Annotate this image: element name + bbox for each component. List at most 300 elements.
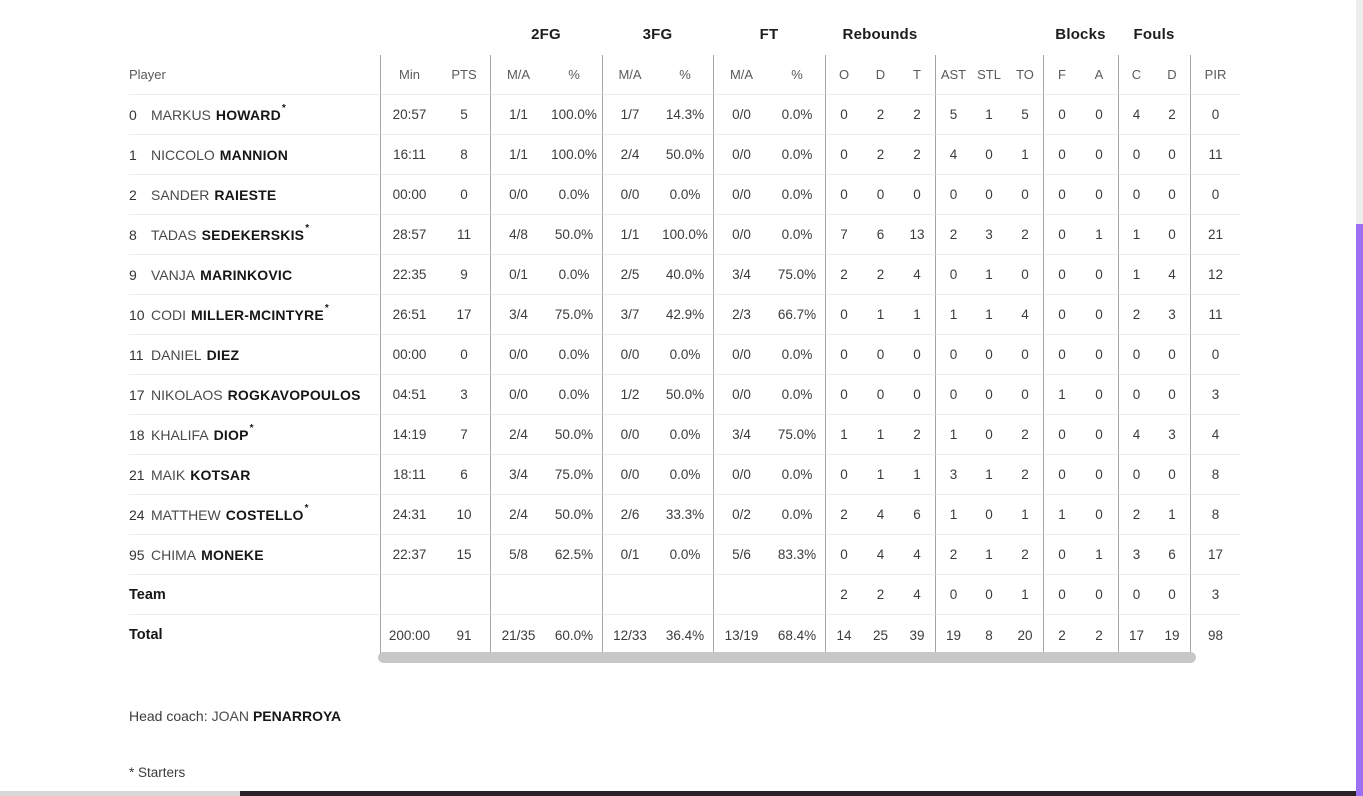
player-first-name: DANIEL <box>151 346 202 363</box>
player-first-name: CHIMA <box>151 546 197 563</box>
cell-blk-a: 0 <box>1080 375 1118 415</box>
cell-foul-d: 3 <box>1154 295 1190 335</box>
cell-foul-d: 4 <box>1154 255 1190 295</box>
cell-ft-ma: 0/0 <box>713 175 769 215</box>
cell-ft-pct: 68.4% <box>777 627 817 643</box>
cell-2fg-pct: 0.0% <box>546 175 602 215</box>
cell-reb-o: 0 <box>825 455 862 495</box>
cell-blk-f: 1 <box>1043 375 1080 415</box>
cell-3fg-pct: 40.0% <box>657 255 713 295</box>
starter-asterisk: * <box>305 223 310 234</box>
cell-reb-t: 6 <box>899 495 935 535</box>
cell-to: 1 <box>1007 135 1043 175</box>
cell-3fg-ma: 0/0 <box>602 175 657 215</box>
player-last-name: MONEKE <box>201 546 264 563</box>
cell-min: 28:57 <box>380 215 438 255</box>
cell-2fg-pct: 100.0% <box>546 95 602 135</box>
cell-pts: 10 <box>438 495 490 535</box>
player-cell <box>129 255 380 295</box>
cell-foul-d: 0 <box>1154 175 1190 215</box>
player-number: 0 <box>129 106 137 123</box>
cell-3fg-pct: 50.0% <box>657 375 713 415</box>
cell-pir: 17 <box>1190 535 1240 575</box>
player-last-name: MANNION <box>219 146 289 163</box>
col-header-3fg-pct: % <box>657 55 713 95</box>
cell-foul-c: 4 <box>1118 95 1154 135</box>
cell-min: 20:57 <box>380 95 438 135</box>
cell-3fg-pct: 33.3% <box>657 495 713 535</box>
cell-min: 24:31 <box>380 495 438 535</box>
cell-2fg-ma: 2/4 <box>490 495 546 535</box>
total-row-label-cell <box>129 615 380 655</box>
cell-min: 16:11 <box>380 135 438 175</box>
cell-blk-f: 0 <box>1043 175 1080 215</box>
cell-blk-f: 0 <box>1043 415 1080 455</box>
cell-2fg-pct: 75.0% <box>546 455 602 495</box>
cell-pts: 0 <box>438 175 490 215</box>
cell-ast: 1 <box>935 495 971 535</box>
cell-blk-f: 0 <box>1043 255 1080 295</box>
cell-reb-o: 0 <box>825 535 862 575</box>
player-first-name: KHALIFA <box>151 426 209 443</box>
player-number: 9 <box>129 266 137 283</box>
cell-reb-o: 0 <box>825 135 862 175</box>
cell-ast: 5 <box>935 95 971 135</box>
cell-3fg-pct: 100.0% <box>657 215 713 255</box>
cell-3fg-pct: 14.3% <box>657 95 713 135</box>
total-row-label: Total <box>129 627 163 643</box>
cell-to: 1 <box>1007 575 1043 615</box>
col-header-reb-t: T <box>899 55 935 95</box>
player-first-name: VANJA <box>151 266 196 283</box>
cell-reb-o: 14 <box>825 615 862 655</box>
starters-footnote: * Starters <box>129 765 186 780</box>
cell-pts: 17 <box>438 295 490 335</box>
cell-foul-d: 3 <box>1154 415 1190 455</box>
cell-foul-c: 0 <box>1118 175 1154 215</box>
head-coach-label: Head coach: <box>129 708 208 724</box>
cell-pir: 4 <box>1190 415 1240 455</box>
col-header-player: Player <box>129 55 380 95</box>
cell-ast: 0 <box>935 255 971 295</box>
cell-blk-f: 0 <box>1043 135 1080 175</box>
starter-asterisk: * <box>324 303 329 314</box>
cell-ft-ma: 2/3 <box>713 295 769 335</box>
cell-reb-d: 2 <box>862 575 899 615</box>
player-last-name: MARINKOVIC <box>200 266 293 283</box>
col-header-pts: PTS <box>438 55 490 95</box>
cell-reb-o: 1 <box>825 415 862 455</box>
cell-min: 200:00 <box>380 615 438 655</box>
cell-2fg-pct: 0.0% <box>546 255 602 295</box>
cell-foul-d: 0 <box>1154 375 1190 415</box>
boxscore-table <box>129 14 1240 655</box>
player-number: 1 <box>129 146 137 163</box>
cell-reb-d: 25 <box>872 627 889 643</box>
group-header-fouls: Fouls <box>1133 26 1175 43</box>
col-header-reb-o: O <box>825 55 862 95</box>
cell-ft-ma: 3/4 <box>713 255 769 295</box>
col-header-ft-ma: M/A <box>713 55 769 95</box>
cell-ast: 0 <box>935 335 971 375</box>
cell-pir: 8 <box>1190 455 1240 495</box>
player-cell <box>129 295 380 335</box>
starter-asterisk: * <box>304 503 309 514</box>
col-header-blk-f: F <box>1043 55 1080 95</box>
cell-reb-t: 0 <box>899 175 935 215</box>
cell-ft-pct: 66.7% <box>769 295 825 335</box>
player-number: 21 <box>129 466 145 483</box>
cell-pts: 15 <box>438 535 490 575</box>
cell-ast: 3 <box>935 455 971 495</box>
cell-reb-o: 7 <box>825 215 862 255</box>
cell-ast: 4 <box>935 135 971 175</box>
cell-reb-d: 0 <box>862 175 899 215</box>
cell-stl: 1 <box>971 455 1007 495</box>
cell-2fg-pct <box>546 575 602 615</box>
cell-foul-c: 0 <box>1118 455 1154 495</box>
cell-reb-t: 2 <box>899 415 935 455</box>
cell-pir: 0 <box>1190 175 1240 215</box>
cell-2fg-pct: 100.0% <box>546 135 602 175</box>
cell-foul-d: 0 <box>1154 215 1190 255</box>
cell-to: 0 <box>1007 335 1043 375</box>
cell-blk-a: 0 <box>1080 415 1118 455</box>
cell-foul-c: 17 <box>1118 615 1154 655</box>
cell-3fg-pct: 0.0% <box>657 415 713 455</box>
cell-reb-o: 2 <box>825 575 862 615</box>
player-number: 10 <box>129 306 145 323</box>
cell-2fg-pct: 0.0% <box>546 375 602 415</box>
player-last-name: MILLER-MCINTYRE <box>191 306 324 323</box>
cell-2fg-pct: 50.0% <box>546 495 602 535</box>
cell-min: 22:37 <box>380 535 438 575</box>
cell-stl: 8 <box>985 627 993 643</box>
head-coach-first-name: JOAN <box>211 708 249 724</box>
col-header-stl: STL <box>971 55 1007 95</box>
cell-ft-ma <box>713 575 769 615</box>
cell-foul-d: 0 <box>1154 135 1190 175</box>
cell-stl: 0 <box>971 495 1007 535</box>
col-header-min: Min <box>380 55 438 95</box>
col-header-2fg-pct: % <box>546 55 602 95</box>
cell-reb-t: 4 <box>899 535 935 575</box>
cell-3fg-ma: 2/6 <box>602 495 657 535</box>
player-cell <box>129 135 380 175</box>
cell-3fg-pct: 50.0% <box>657 135 713 175</box>
cell-ft-pct: 0.0% <box>769 495 825 535</box>
cell-2fg-ma: 1/1 <box>490 95 546 135</box>
cell-ft-pct: 83.3% <box>769 535 825 575</box>
cell-3fg-pct: 42.9% <box>657 295 713 335</box>
starter-asterisk: * <box>281 103 286 114</box>
cell-stl: 0 <box>971 335 1007 375</box>
cell-ast: 2 <box>935 215 971 255</box>
cell-stl: 3 <box>971 215 1007 255</box>
cell-foul-d: 0 <box>1154 455 1190 495</box>
cell-3fg-ma: 0/1 <box>602 535 657 575</box>
cell-2fg-ma: 0/0 <box>490 335 546 375</box>
team-row-label-cell <box>129 575 380 615</box>
col-header-reb-d: D <box>862 55 899 95</box>
cell-3fg-ma: 1/7 <box>602 95 657 135</box>
cell-to: 1 <box>1007 495 1043 535</box>
cell-pir: 21 <box>1190 215 1240 255</box>
cell-3fg-ma <box>602 575 657 615</box>
cell-pts <box>438 575 490 615</box>
cell-ft-pct: 0.0% <box>769 455 825 495</box>
cell-stl: 1 <box>971 295 1007 335</box>
cell-reb-o: 0 <box>825 295 862 335</box>
cell-2fg-pct: 0.0% <box>546 335 602 375</box>
col-header-2fg-ma: M/A <box>490 55 546 95</box>
cell-ast: 1 <box>935 295 971 335</box>
cell-reb-o: 0 <box>825 375 862 415</box>
cell-2fg-pct: 50.0% <box>546 415 602 455</box>
player-cell <box>129 95 380 135</box>
cell-3fg-ma: 0/0 <box>602 335 657 375</box>
cell-2fg-ma: 0/0 <box>490 175 546 215</box>
cell-pir: 12 <box>1190 255 1240 295</box>
cell-ft-pct: 0.0% <box>769 215 825 255</box>
cell-foul-d: 0 <box>1154 335 1190 375</box>
cell-ft-pct: 0.0% <box>769 375 825 415</box>
cell-to: 5 <box>1007 95 1043 135</box>
cell-stl: 0 <box>971 415 1007 455</box>
cell-3fg-pct: 0.0% <box>657 175 713 215</box>
cell-foul-d: 0 <box>1154 575 1190 615</box>
cell-blk-a: 1 <box>1080 215 1118 255</box>
head-coach-last-name: PENARROYA <box>252 708 342 724</box>
vertical-scrollbar-thumb[interactable] <box>1356 224 1363 796</box>
cell-pir: 3 <box>1190 375 1240 415</box>
cell-foul-c: 0 <box>1118 375 1154 415</box>
cell-ft-ma: 13/19 <box>713 615 769 655</box>
player-last-name: DIOP <box>213 426 249 443</box>
cell-blk-a: 1 <box>1080 535 1118 575</box>
group-header-2fg: 2FG <box>531 26 561 43</box>
cell-reb-o: 0 <box>825 95 862 135</box>
cell-reb-t: 39 <box>909 627 925 643</box>
cell-reb-o: 2 <box>825 495 862 535</box>
cell-ft-pct: 75.0% <box>769 255 825 295</box>
cell-reb-o: 2 <box>825 255 862 295</box>
cell-blk-a: 0 <box>1080 495 1118 535</box>
cell-3fg-ma: 1/2 <box>602 375 657 415</box>
group-header-spacer <box>129 14 490 55</box>
cell-2fg-pct: 62.5% <box>546 535 602 575</box>
cell-ft-ma: 0/0 <box>713 375 769 415</box>
cell-2fg-ma: 21/35 <box>490 615 546 655</box>
cell-3fg-pct <box>657 575 713 615</box>
cell-ast: 1 <box>935 415 971 455</box>
player-first-name: TADAS <box>151 226 197 243</box>
cell-stl: 0 <box>971 175 1007 215</box>
cell-pts: 91 <box>456 627 472 643</box>
cell-3fg-pct: 0.0% <box>657 455 713 495</box>
cell-to: 4 <box>1007 295 1043 335</box>
cell-pir: 0 <box>1190 95 1240 135</box>
starter-asterisk: * <box>249 423 254 434</box>
cell-2fg-pct: 50.0% <box>546 215 602 255</box>
player-last-name: COSTELLO <box>225 506 304 523</box>
cell-pir: 11 <box>1190 135 1240 175</box>
group-header-rebounds: Rebounds <box>842 26 918 43</box>
cell-2fg-ma: 3/4 <box>490 455 546 495</box>
cell-foul-d: 6 <box>1154 535 1190 575</box>
cell-3fg-pct: 0.0% <box>657 335 713 375</box>
group-header-blocks: Blocks <box>1055 26 1106 43</box>
cell-2fg-ma: 5/8 <box>490 535 546 575</box>
cell-min: 00:00 <box>380 175 438 215</box>
cell-ft-pct: 0.0% <box>769 335 825 375</box>
cell-ft-pct: 0.0% <box>769 135 825 175</box>
cell-reb-t: 1 <box>899 295 935 335</box>
cell-to: 0 <box>1007 375 1043 415</box>
cell-pir: 11 <box>1190 295 1240 335</box>
player-last-name: SEDEKERSKIS <box>201 226 305 243</box>
player-last-name: HOWARD <box>215 106 281 123</box>
cell-ft-ma: 0/0 <box>713 455 769 495</box>
cell-pts: 5 <box>438 95 490 135</box>
col-header-blk-a: A <box>1080 55 1118 95</box>
player-number: 8 <box>129 226 137 243</box>
player-number: 24 <box>129 506 145 523</box>
cell-ast: 0 <box>935 575 971 615</box>
cell-ft-pct: 75.0% <box>769 415 825 455</box>
cell-stl: 1 <box>971 255 1007 295</box>
cell-pts: 0 <box>438 335 490 375</box>
cell-blk-f: 2 <box>1043 615 1080 655</box>
cell-to: 2 <box>1007 535 1043 575</box>
cell-blk-f: 0 <box>1043 575 1080 615</box>
cell-3fg-ma: 0/0 <box>602 415 657 455</box>
cell-to: 2 <box>1007 215 1043 255</box>
cell-3fg-ma: 0/0 <box>602 455 657 495</box>
cell-3fg-pct: 36.4% <box>665 627 705 643</box>
cell-ast: 0 <box>935 375 971 415</box>
player-first-name: MAIK <box>151 466 186 483</box>
col-header-3fg-ma: M/A <box>602 55 657 95</box>
cell-ft-ma: 0/2 <box>713 495 769 535</box>
cell-reb-d: 2 <box>862 135 899 175</box>
player-last-name: RAIESTE <box>214 186 277 203</box>
player-cell <box>129 495 380 535</box>
cell-foul-d: 19 <box>1164 627 1180 643</box>
cell-to: 0 <box>1007 175 1043 215</box>
cell-pts: 6 <box>438 455 490 495</box>
group-header-ft: FT <box>759 26 779 43</box>
cell-blk-f: 0 <box>1043 215 1080 255</box>
cell-blk-a: 0 <box>1080 135 1118 175</box>
cell-min <box>380 575 438 615</box>
cell-ft-ma: 0/0 <box>713 95 769 135</box>
cell-2fg-ma <box>490 575 546 615</box>
cell-stl: 1 <box>971 95 1007 135</box>
player-last-name: KOTSAR <box>190 466 251 483</box>
col-header-foul-c: C <box>1118 55 1154 95</box>
cell-ft-ma: 0/0 <box>713 335 769 375</box>
cell-2fg-ma: 0/0 <box>490 375 546 415</box>
group-header-spacer <box>1190 14 1240 55</box>
cell-reb-d: 4 <box>862 495 899 535</box>
player-first-name: MARKUS <box>151 106 211 123</box>
player-number: 11 <box>129 346 144 363</box>
cell-ast: 0 <box>935 175 971 215</box>
group-header-spacer <box>935 14 1043 55</box>
cell-stl: 1 <box>971 535 1007 575</box>
cell-reb-d: 1 <box>862 295 899 335</box>
player-first-name: MATTHEW <box>151 506 221 523</box>
cell-pir: 98 <box>1190 615 1240 655</box>
cell-reb-t: 0 <box>899 375 935 415</box>
bottom-bar-dark-segment <box>240 791 1363 796</box>
player-cell <box>129 335 380 375</box>
cell-foul-c: 2 <box>1118 495 1154 535</box>
player-cell <box>129 415 380 455</box>
cell-blk-a: 0 <box>1080 175 1118 215</box>
cell-reb-d: 0 <box>862 375 899 415</box>
col-header-to: TO <box>1007 55 1043 95</box>
cell-pir: 8 <box>1190 495 1240 535</box>
cell-blk-f: 1 <box>1043 495 1080 535</box>
player-number: 95 <box>129 546 145 563</box>
cell-blk-a: 0 <box>1080 455 1118 495</box>
cell-pts: 7 <box>438 415 490 455</box>
cell-foul-c: 1 <box>1118 255 1154 295</box>
player-cell <box>129 535 380 575</box>
player-first-name: SANDER <box>151 186 210 203</box>
cell-to: 20 <box>1017 627 1033 643</box>
cell-stl: 0 <box>971 575 1007 615</box>
player-first-name: NICCOLO <box>151 146 215 163</box>
cell-ft-ma: 0/0 <box>713 135 769 175</box>
cell-reb-t: 1 <box>899 455 935 495</box>
cell-2fg-ma: 1/1 <box>490 135 546 175</box>
cell-min: 22:35 <box>380 255 438 295</box>
cell-pir: 0 <box>1190 335 1240 375</box>
horizontal-scrollbar-thumb[interactable] <box>378 652 1196 663</box>
cell-reb-d: 2 <box>862 95 899 135</box>
cell-blk-f: 0 <box>1043 335 1080 375</box>
cell-reb-d: 4 <box>862 535 899 575</box>
cell-reb-d: 2 <box>862 255 899 295</box>
cell-reb-o: 0 <box>825 175 862 215</box>
player-cell <box>129 215 380 255</box>
cell-reb-t: 13 <box>899 215 935 255</box>
cell-reb-t: 4 <box>899 255 935 295</box>
player-first-name: NIKOLAOS <box>151 386 223 403</box>
head-coach-line <box>129 708 341 724</box>
cell-to: 2 <box>1007 415 1043 455</box>
cell-reb-d: 0 <box>862 335 899 375</box>
cell-ft-pct <box>769 575 825 615</box>
cell-blk-f: 0 <box>1043 295 1080 335</box>
cell-ast: 2 <box>935 535 971 575</box>
cell-ft-ma: 0/0 <box>713 215 769 255</box>
cell-min: 04:51 <box>380 375 438 415</box>
cell-blk-a: 0 <box>1080 255 1118 295</box>
col-header-foul-d: D <box>1154 55 1190 95</box>
cell-foul-c: 4 <box>1118 415 1154 455</box>
cell-blk-a: 0 <box>1080 575 1118 615</box>
cell-foul-c: 1 <box>1118 215 1154 255</box>
col-header-ast: AST <box>935 55 971 95</box>
cell-to: 0 <box>1007 255 1043 295</box>
cell-pts: 3 <box>438 375 490 415</box>
cell-reb-t: 0 <box>899 335 935 375</box>
cell-blk-f: 0 <box>1043 95 1080 135</box>
